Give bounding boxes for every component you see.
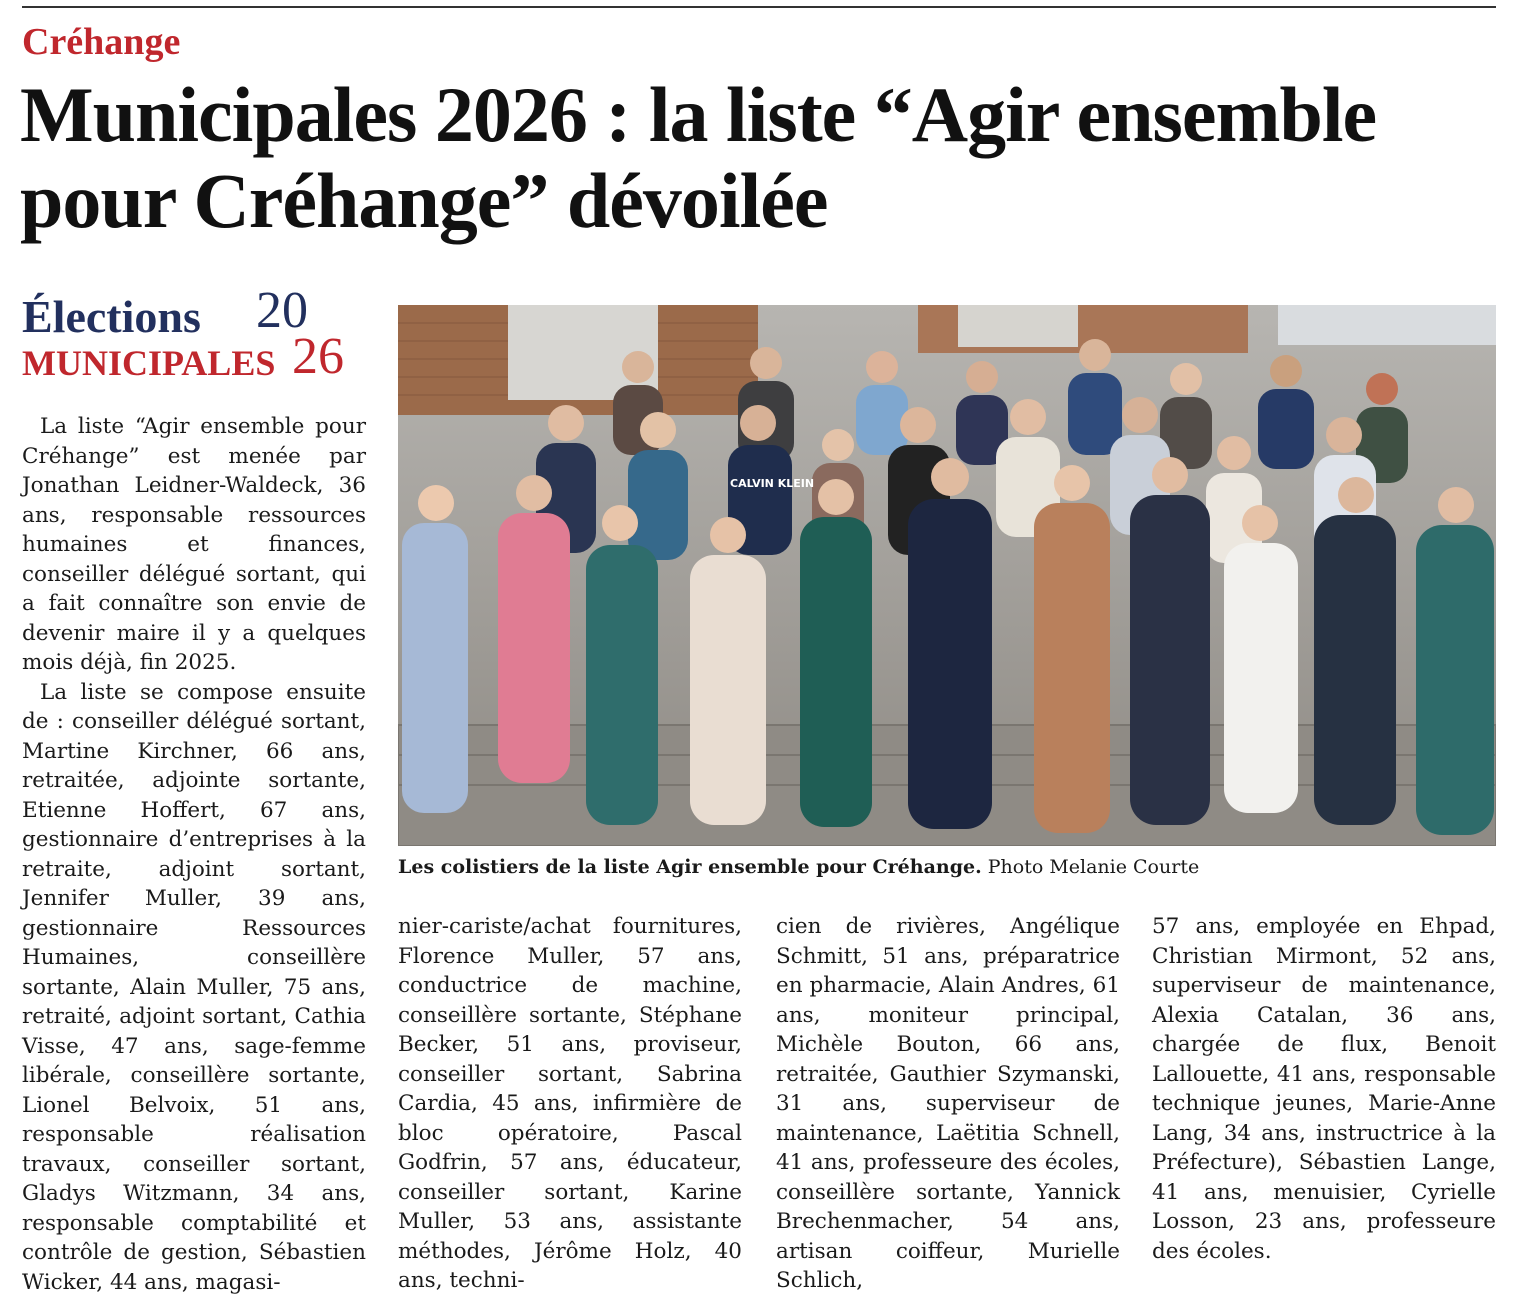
column-4-text: 57 ans, employée en Ehpad, Christian Mirmont, 52 ans, superviseur de maintenance, Alexia Catalan, 36 ans, chargée de flux, Benoit Lallouette, 41 ans, responsable technique jeunes, Marie-Anne Lang, 34 ans, instructrice à la Préfecture), Sébastien Lange, 41 ans, menuisier, Cyrielle Losson, 23 ans, professeure des écoles. [1152, 914, 1496, 1264]
logo-year-bottom: 26 [292, 328, 344, 385]
top-rule [22, 6, 1496, 8]
elections-logo [22, 282, 372, 390]
caption-credit: Photo Melanie Courte [987, 856, 1200, 878]
logo-year [256, 282, 386, 390]
column-2-text: nier-cariste/achat fournitures, Florence Muller, 57 ans, conductrice de machine, conseillère sortante, Stéphane Becker, 51 ans, proviseur, conseiller sortant, Sabrina Cardia, 45 ans, infirmière de bloc opératoire, Pascal Godfrin, 57 ans, éducateur, conseiller sortant, Karine Muller, 53 ans, assistante méthodes, Jérôme Holz, 40 ans, techni- [398, 914, 742, 1293]
paragraph-list: La liste se compose ensuite de : conseiller délégué sortant, Martine Kirchner, 66 ans, retraitée, adjointe sortante, Etienne Hoffert, 67 ans, gestionnaire d’entreprises à la retraite, adjoint sortant, Jennifer Muller, 39 ans, gestionnaire Ressources Humaines, conseillère sortante, Alain Muller, 75 ans, retraité, adjoint sortant, Cathia Visse, 47 ans, sage-femme libérale, conseillère sortante, Lionel Belvoix, 51 ans, responsable réalisation travaux, conseiller sortant, Gladys Witzmann, 34 ans, responsable comptabilité et contrôle de gestion, Sébastien Wicker, 44 ans, magasi- [22, 679, 366, 1295]
paragraph-intro: La liste “Agir ensemble pour Créhange” est menée par Jonathan Leidner-Waldeck, 36 ans, responsable ressources humaines et finances, conseiller délégué sortant, qui a fait connaître son envie de devenir maire il y a quelques mois déjà, fin 2025. [22, 414, 366, 675]
photo-caption [398, 856, 1199, 878]
group-photo[interactable] [398, 305, 1496, 846]
text-column-3 [776, 912, 1120, 1296]
article-headline[interactable]: Municipales 2026 : la liste “Agir ensemble pour Créhange” dévoilée [20, 71, 1377, 244]
logo-elections-text: Élections [22, 291, 201, 342]
section-kicker[interactable]: Créhange [22, 21, 181, 63]
text-column-1 [22, 412, 366, 1297]
logo-year-top: 20 [256, 282, 308, 339]
text-column-4 [1152, 912, 1496, 1266]
column-3-text: cien de rivières, Angélique Schmitt, 51 ans, préparatrice en pharmacie, Alain Andres, 61 ans, moniteur principal, Michèle Bouton, 66 ans, retraitée, Gauthier Szymanski, 31 ans, superviseur de maintenance, Laëtitia Schnell, 41 ans, professeure des écoles, conseillère sortante, Yannick Brechenmacher, 54 ans, artisan coiffeur, Murielle Schlich, [776, 914, 1120, 1293]
caption-main: Les colistiers de la liste Agir ensemble pour Créhange. [398, 856, 982, 878]
group-photo-illustration [398, 305, 1496, 846]
logo-municipales-text: MUNICIPALES [22, 343, 276, 383]
text-column-2 [398, 912, 742, 1296]
shirt-text: CALVIN KLEIN [730, 477, 815, 490]
